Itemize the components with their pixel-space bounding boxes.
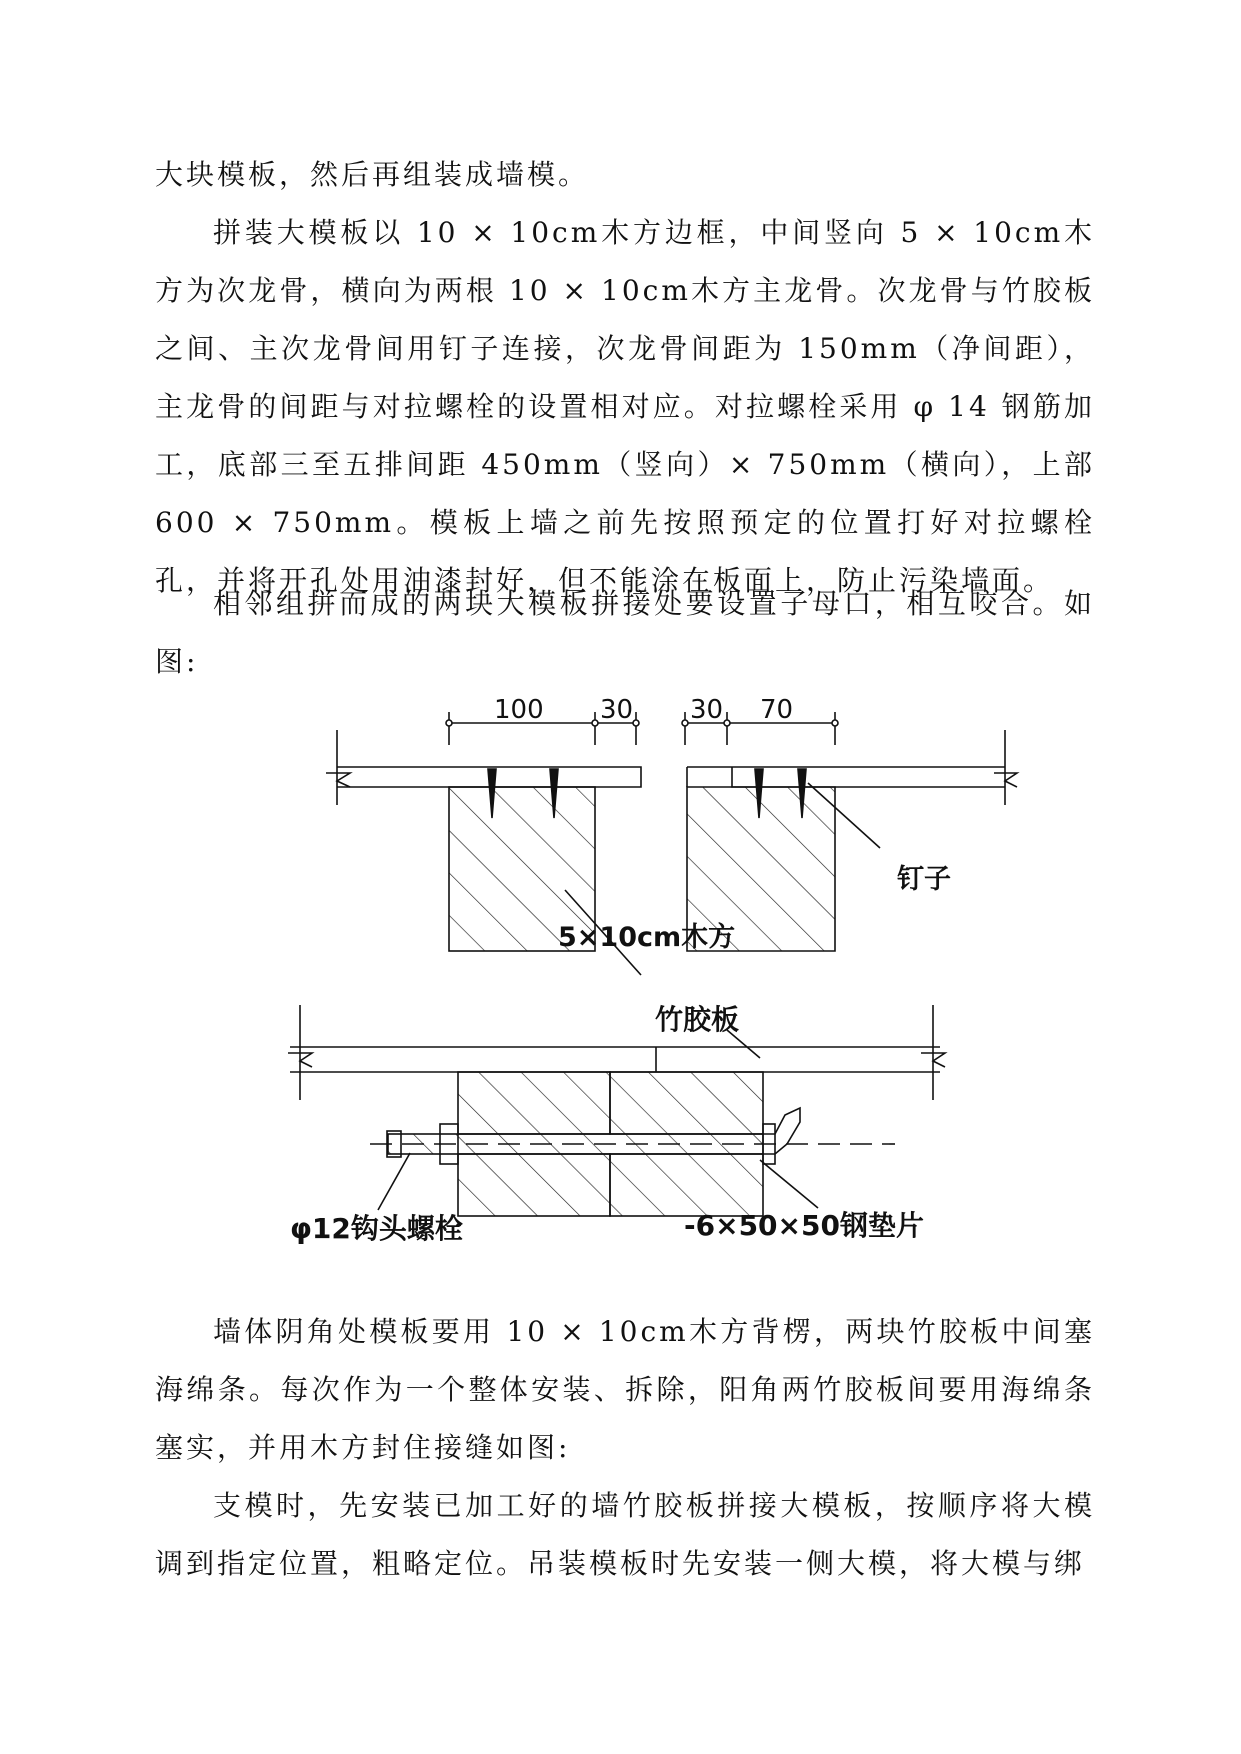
dim-30-right: 30 xyxy=(690,695,724,725)
label-steel-washer: -6×50×50钢垫片 xyxy=(684,1209,924,1242)
paragraph-5: 支模时，先安装已加工好的墙竹胶板拼接大模板，按顺序将大模调到指定位置，粗略定位。吊装模板时先安装一侧大模，将大模与绑 xyxy=(155,1489,1095,1580)
dim-70: 70 xyxy=(760,695,794,725)
dim-30-left: 30 xyxy=(600,695,634,725)
label-hook-bolt: φ12钩头螺栓 xyxy=(290,1212,463,1245)
dim-100: 100 xyxy=(494,695,544,725)
figure-bolt-detail xyxy=(288,1005,945,1216)
label-bamboo-plywood: 竹胶板 xyxy=(655,1003,740,1036)
label-nail: 钉子 xyxy=(897,864,951,895)
label-timber-5x10: 5×10cm木方 xyxy=(558,922,736,953)
paragraph-2: 拼装大模板以 10 × 10cm木方边框，中间竖向 5 × 10cm木方为次龙骨，横向为两根 10 × 10cm木方主龙骨。次龙骨与竹胶板之间、主次龙骨间用钉子连接，次龙骨间距为 150mm（净间距），主龙骨的间距与对拉螺栓的设置相对应。对拉螺栓采用 φ 14 钢筋加工，底部三至五排间距 450mm（竖向）× 750mm（横向），上部 600 × 750mm。模板上墙之前先按照预定的位置打好对拉螺栓孔，并将开孔处用油漆封好，但不能涂在板面上，防止污染墙面。 xyxy=(155,216,1095,597)
paragraph-3: 相邻组拼而成的两块大模板拼接处要设置子母口，相互咬合。如图: xyxy=(155,587,1095,678)
paragraph-4: 墙体阴角处模板要用 10 × 10cm木方背楞，两块竹胶板中间塞海绵条。每次作为一个整体安装、拆除，阳角两竹胶板间要用海绵条塞实，并用木方封住接缝如图: xyxy=(155,1315,1095,1464)
paragraph-1: 大块模板，然后再组装成墙模。 xyxy=(155,158,590,191)
